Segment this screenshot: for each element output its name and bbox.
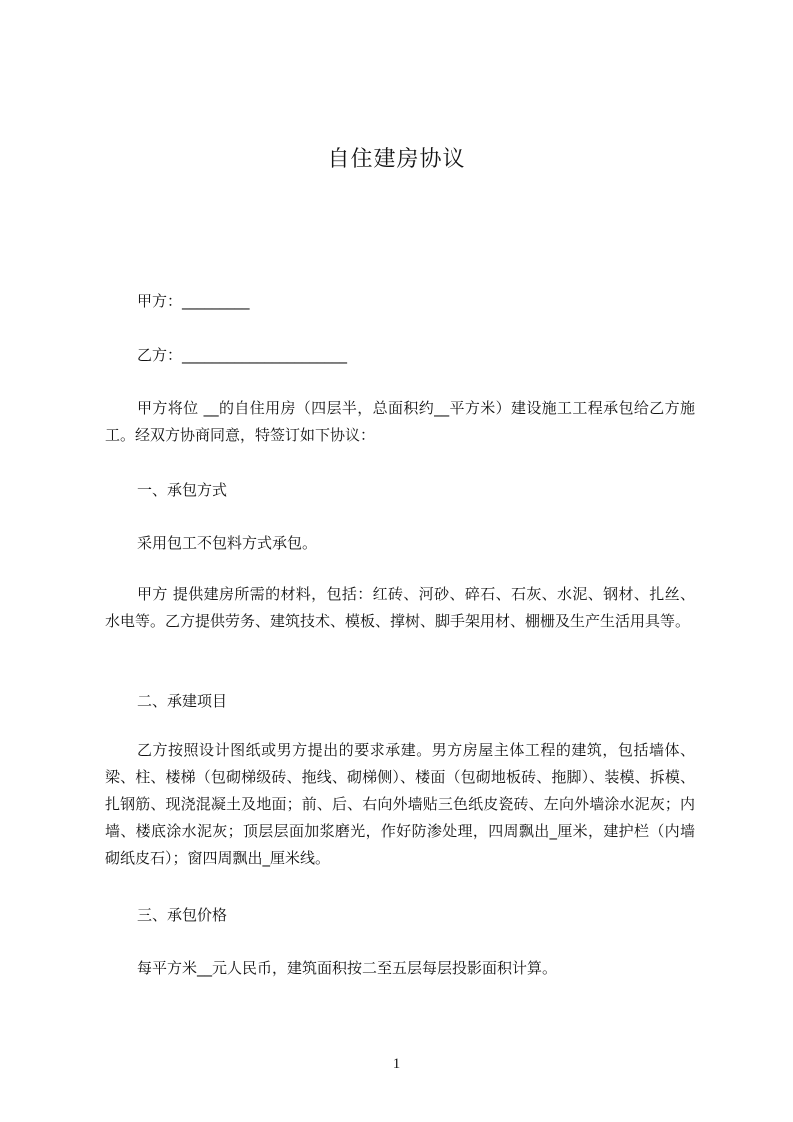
section1-paragraph-1: 采用包工不包料方式承包。 (137, 534, 318, 552)
section2-heading: 二、承建项目 (137, 692, 228, 710)
section1-paragraph-2: 甲方 提供建房所需的材料，包括：红砖、河砂、碎石、石灰、水泥、钢材、扎丝、水电等。乙方提供劳务、建筑技术、模板、撑树、脚手架用材、棚栅及生产生活用具等。 (105, 585, 695, 630)
document-title: 自住建房协议 (327, 147, 466, 172)
section3-paragraph-1: 每平方米__元人民币，建筑面积按二至五层每层投影面积计算。 (137, 959, 558, 977)
page-number: 1 (392, 1056, 401, 1072)
party-a-line: 甲方：_________ (137, 292, 250, 310)
section1-heading: 一、承包方式 (137, 481, 228, 499)
section3-heading: 三、承包价格 (137, 906, 228, 924)
party-b-line: 乙方：______________________ (137, 346, 348, 364)
section2-paragraph-1: 乙方按照设计图纸或男方提出的要求承建。男方房屋主体工程的建筑，包括墙体、梁、柱、楼梯（包砌梯级砖、拖线、砌梯侧）、楼面（包砌地板砖、拖脚）、装模、拆模、扎钢筋、现浇混凝土及地面；前、后、右向外墙贴三色纸皮瓷砖、左向外墙涂水泥灰；内墙、楼底涂水泥灰；顶层层面加浆磨光，作好防渗处理，四周飘出_厘米，建护栏（内墙砌纸皮石）；窗四周飘出_厘米线。 (105, 741, 695, 867)
intro-paragraph: 甲方将位 __的自住用房（四层半，总面积约__平方米）建设施工工程承包给乙方施工。经双方协商同意，特签订如下协议： (105, 399, 695, 444)
